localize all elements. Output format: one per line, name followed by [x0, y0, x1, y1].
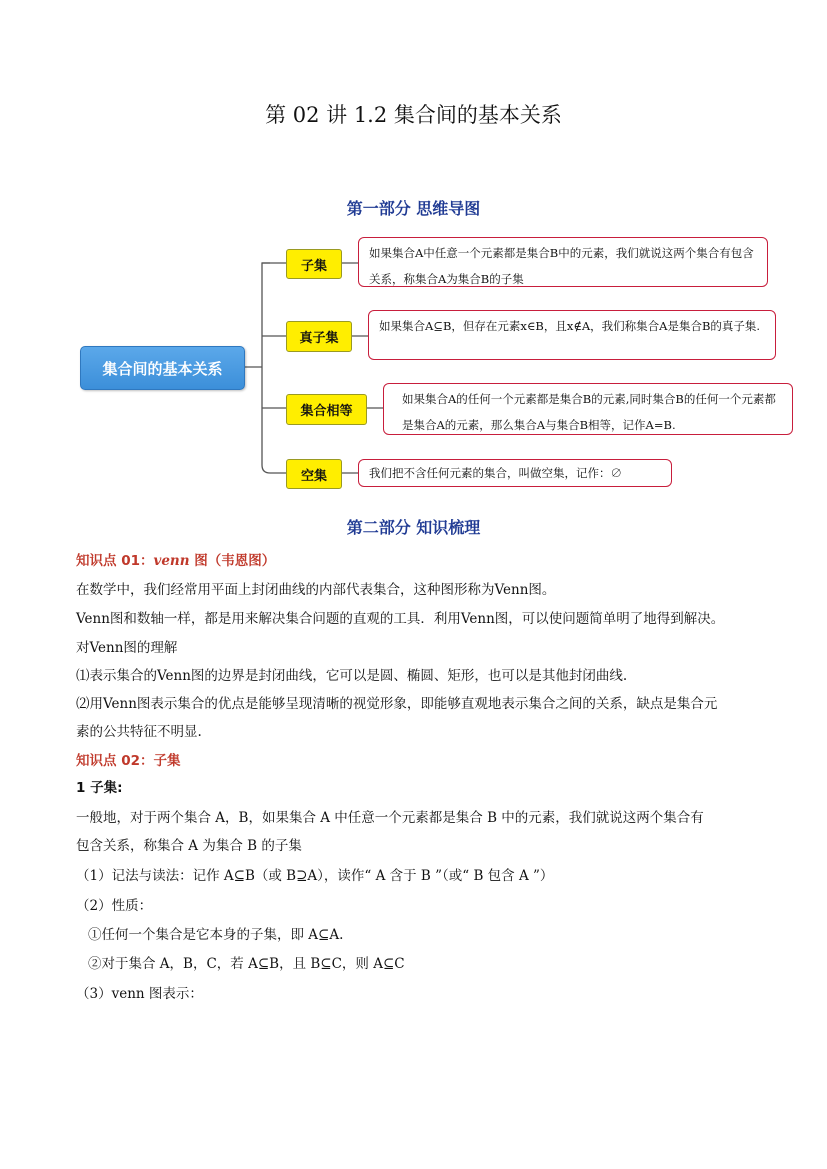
mindmap-node-subset: 子集	[286, 249, 342, 279]
part1-heading: 第一部分 思维导图	[346, 199, 481, 218]
kp1-line: Venn图和数轴一样，都是用来解决集合问题的直观的工具．利用Venn图，可以使问题简单明了地得到解决。	[76, 611, 725, 627]
kp2-line: ②对于集合 A，B，C，若 A⊆B，且 B⊆C，则 A⊆C	[88, 956, 405, 972]
kp1-line: ⑴表示集合的Venn图的边界是封闭曲线，它可以是圆、椭圆、矩形，也可以是其他封闭曲线.	[76, 668, 628, 684]
kp1-heading-prefix: 知识点 01：	[76, 553, 154, 569]
kp1-line: ⑵用Venn图表示集合的优点是能够呈现清晰的视觉形象，即能够直观地表示集合之间的关系，缺点是集合元	[76, 696, 718, 712]
part2-heading: 第二部分 知识梳理	[346, 518, 481, 537]
kp1-heading-suffix: 图（韦恩图）	[189, 553, 276, 569]
kp1-line: 对Venn图的理解	[76, 640, 178, 656]
mindmap-node-set-equal: 集合相等	[286, 394, 367, 425]
mindmap-desc-subset: 如果集合A中任意一个元素都是集合B中的元素，我们就说这两个集合有包含关系，称集合A为集合B的子集	[358, 237, 768, 287]
mindmap-node-empty-set: 空集	[286, 459, 342, 489]
kp2-line: 包含关系，称集合 A 为集合 B 的子集	[76, 838, 302, 854]
mindmap-desc-set-equal: 如果集合A的任何一个元素都是集合B的元素,同时集合B的任何一个元素都是集合A的元素，那么集合A与集合B相等，记作A=B.	[383, 383, 793, 435]
kp1-line: 在数学中，我们经常用平面上封闭曲线的内部代表集合，这种图形称为Venn图。	[76, 582, 556, 598]
kp1-heading-venn: venn	[153, 553, 190, 569]
kp1-heading	[76, 549, 275, 569]
kp2-line: （1）记法与读法：记作 A⊆B（或 B⊇A），读作“ A 含于 B ”（或“ B 包含 A ”）	[76, 868, 554, 884]
mindmap-desc-proper-subset: 如果集合A⊆B，但存在元素x∈B，且x∉A，我们称集合A是集合B的真子集.	[368, 310, 776, 360]
mindmap-root: 集合间的基本关系	[80, 346, 245, 390]
kp2-subheading: 1 子集:	[76, 780, 123, 796]
kp1-line: 素的公共特征不明显.	[76, 724, 202, 740]
mindmap-desc-empty-set: 我们把不含任何元素的集合，叫做空集，记作：∅	[358, 459, 672, 487]
kp2-line: 一般地，对于两个集合 A，B，如果集合 A 中任意一个元素都是集合 B 中的元素，我们就说这两个集合有	[76, 810, 704, 826]
mindmap-node-proper-subset: 真子集	[286, 321, 352, 352]
kp2-line: （2）性质：	[76, 898, 153, 914]
kp2-heading: 知识点 02：子集	[76, 753, 181, 769]
page-title: 第 02 讲 1.2 集合间的基本关系	[265, 103, 562, 127]
kp2-line: （3）venn 图表示：	[76, 986, 203, 1002]
kp2-line: ①任何一个集合是它本身的子集，即 A⊆A.	[88, 927, 344, 943]
